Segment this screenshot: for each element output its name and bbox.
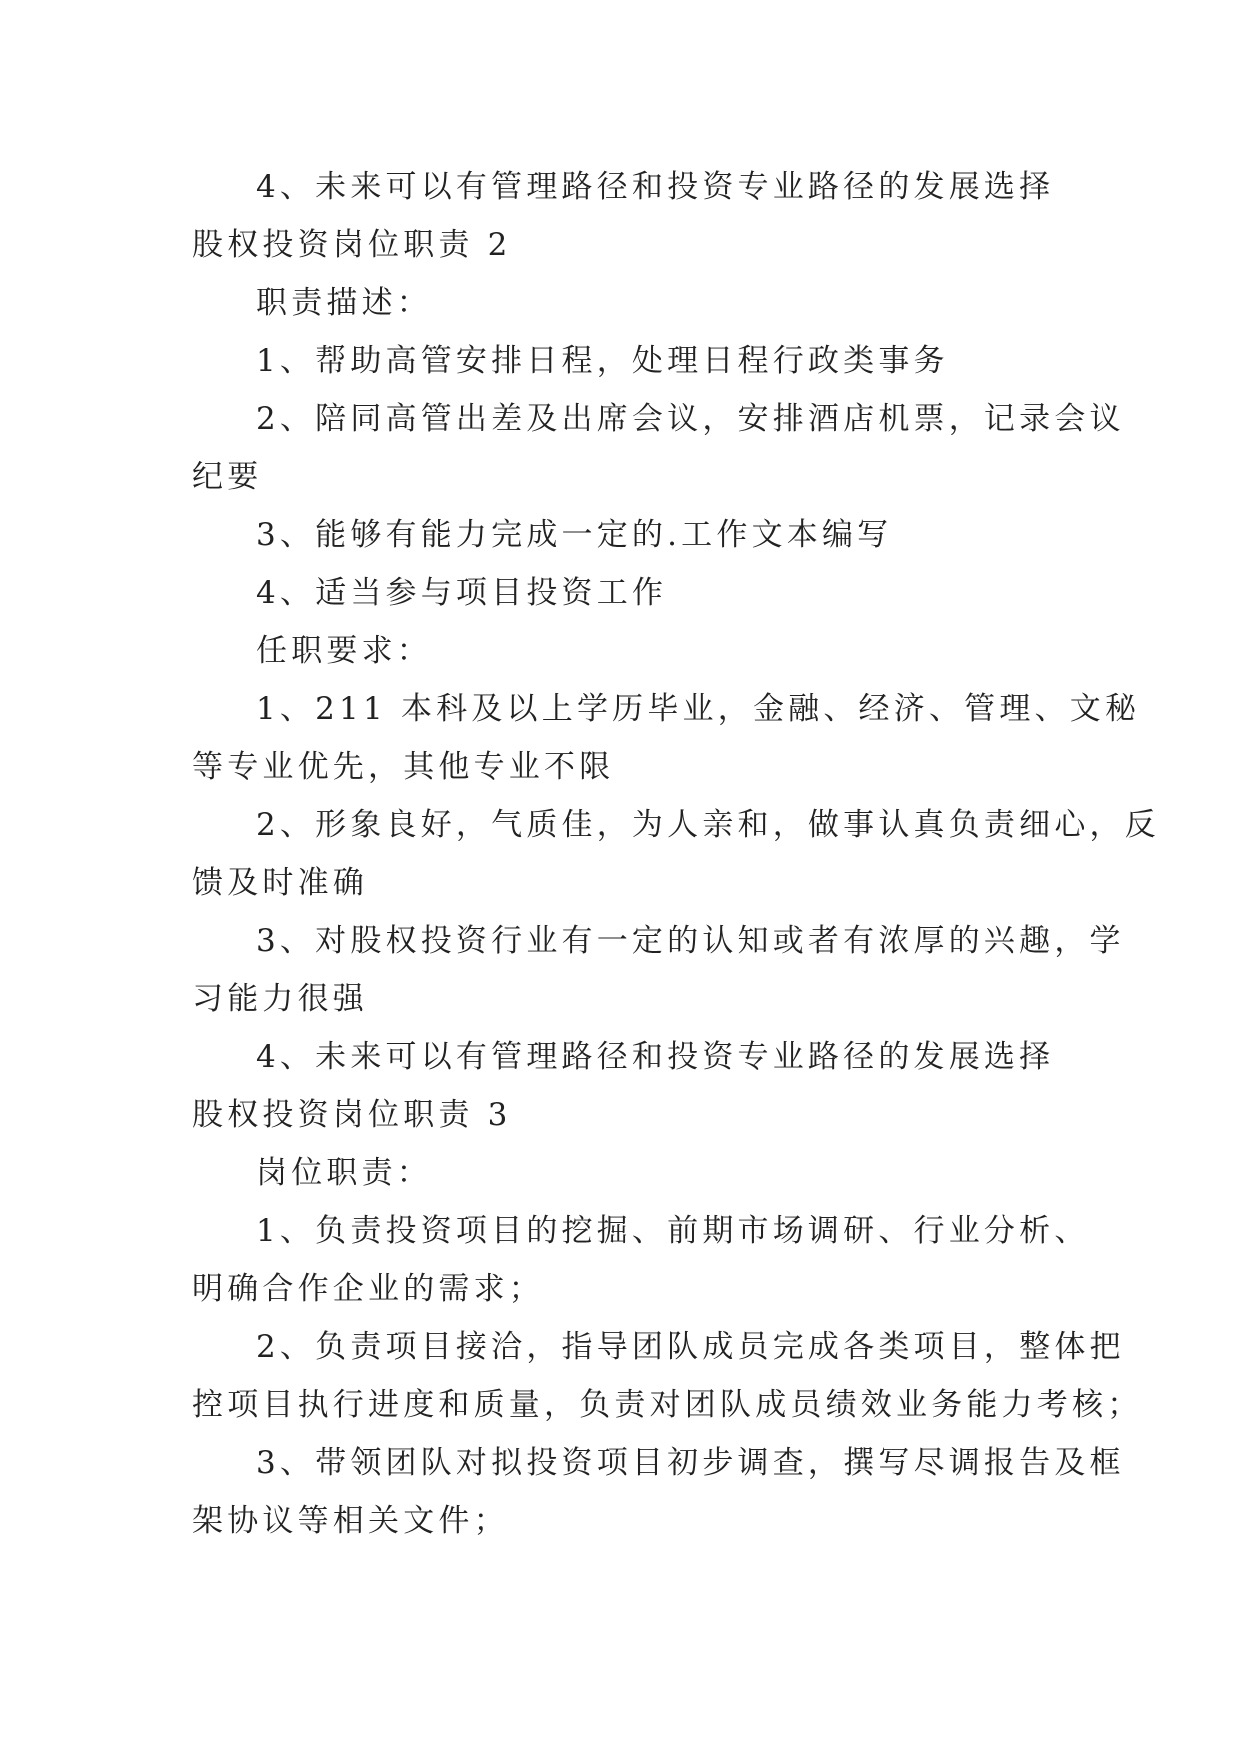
text-line: 习能力很强 — [192, 981, 368, 1017]
paragraph — [192, 506, 1060, 564]
text-line: 股权投资岗位职责 3 — [192, 1097, 512, 1133]
text-line: 明确合作企业的需求； — [192, 1271, 544, 1307]
paragraph — [192, 796, 1160, 912]
paragraph — [192, 912, 1125, 1028]
text-line: 2、负责项目接洽，指导团队成员完成各类项目，整体把 — [256, 1329, 1125, 1365]
text-line: 架协议等相关文件； — [192, 1503, 509, 1539]
paragraph — [192, 1318, 1143, 1434]
section-heading — [192, 216, 1060, 274]
paragraph — [192, 158, 1060, 216]
text-line: 4、未来可以有管理路径和投资专业路径的发展选择 — [256, 1039, 1055, 1075]
paragraph — [192, 622, 1060, 680]
text-line: 3、能够有能力完成一定的.工作文本编写 — [256, 517, 893, 553]
text-line: 等专业优先，其他专业不限 — [192, 749, 615, 785]
text-line: 3、对股权投资行业有一定的认知或者有浓厚的兴趣，学 — [256, 923, 1125, 959]
paragraph — [192, 1202, 1090, 1318]
text-line: 馈及时准确 — [192, 865, 368, 901]
text-line: 股权投资岗位职责 2 — [192, 227, 512, 263]
paragraph — [192, 564, 1060, 622]
text-line: 1、帮助高管安排日程，处理日程行政类事务 — [256, 343, 949, 379]
text-line: 3、带领团队对拟投资项目初步调查，撰写尽调报告及框 — [256, 1445, 1125, 1481]
text-line: 4、未来可以有管理路径和投资专业路径的发展选择 — [256, 169, 1055, 205]
paragraph — [192, 274, 1060, 332]
paragraph — [192, 1434, 1125, 1550]
text-line: 任职要求： — [256, 633, 432, 669]
paragraph — [192, 332, 1060, 390]
text-line: 纪要 — [192, 459, 263, 495]
text-line: 1、211 本科及以上学历毕业，金融、经济、管理、文秘 — [256, 691, 1141, 727]
text-line: 控项目执行进度和质量，负责对团队成员绩效业务能力考核； — [192, 1387, 1143, 1423]
text-line: 2、陪同高管出差及出席会议，安排酒店机票，记录会议 — [256, 401, 1125, 437]
text-line: 2、形象良好，气质佳，为人亲和，做事认真负责细心，反 — [256, 807, 1160, 843]
paragraph — [192, 390, 1125, 506]
text-line: 1、负责投资项目的挖掘、前期市场调研、行业分析、 — [256, 1213, 1090, 1249]
document-body — [192, 158, 1160, 1550]
paragraph — [192, 1028, 1060, 1086]
paragraph — [192, 680, 1141, 796]
text-line: 4、适当参与项目投资工作 — [256, 575, 668, 611]
section-heading — [192, 1086, 1060, 1144]
text-line: 职责描述： — [256, 285, 432, 321]
text-line: 岗位职责： — [256, 1155, 432, 1191]
paragraph — [192, 1144, 1060, 1202]
